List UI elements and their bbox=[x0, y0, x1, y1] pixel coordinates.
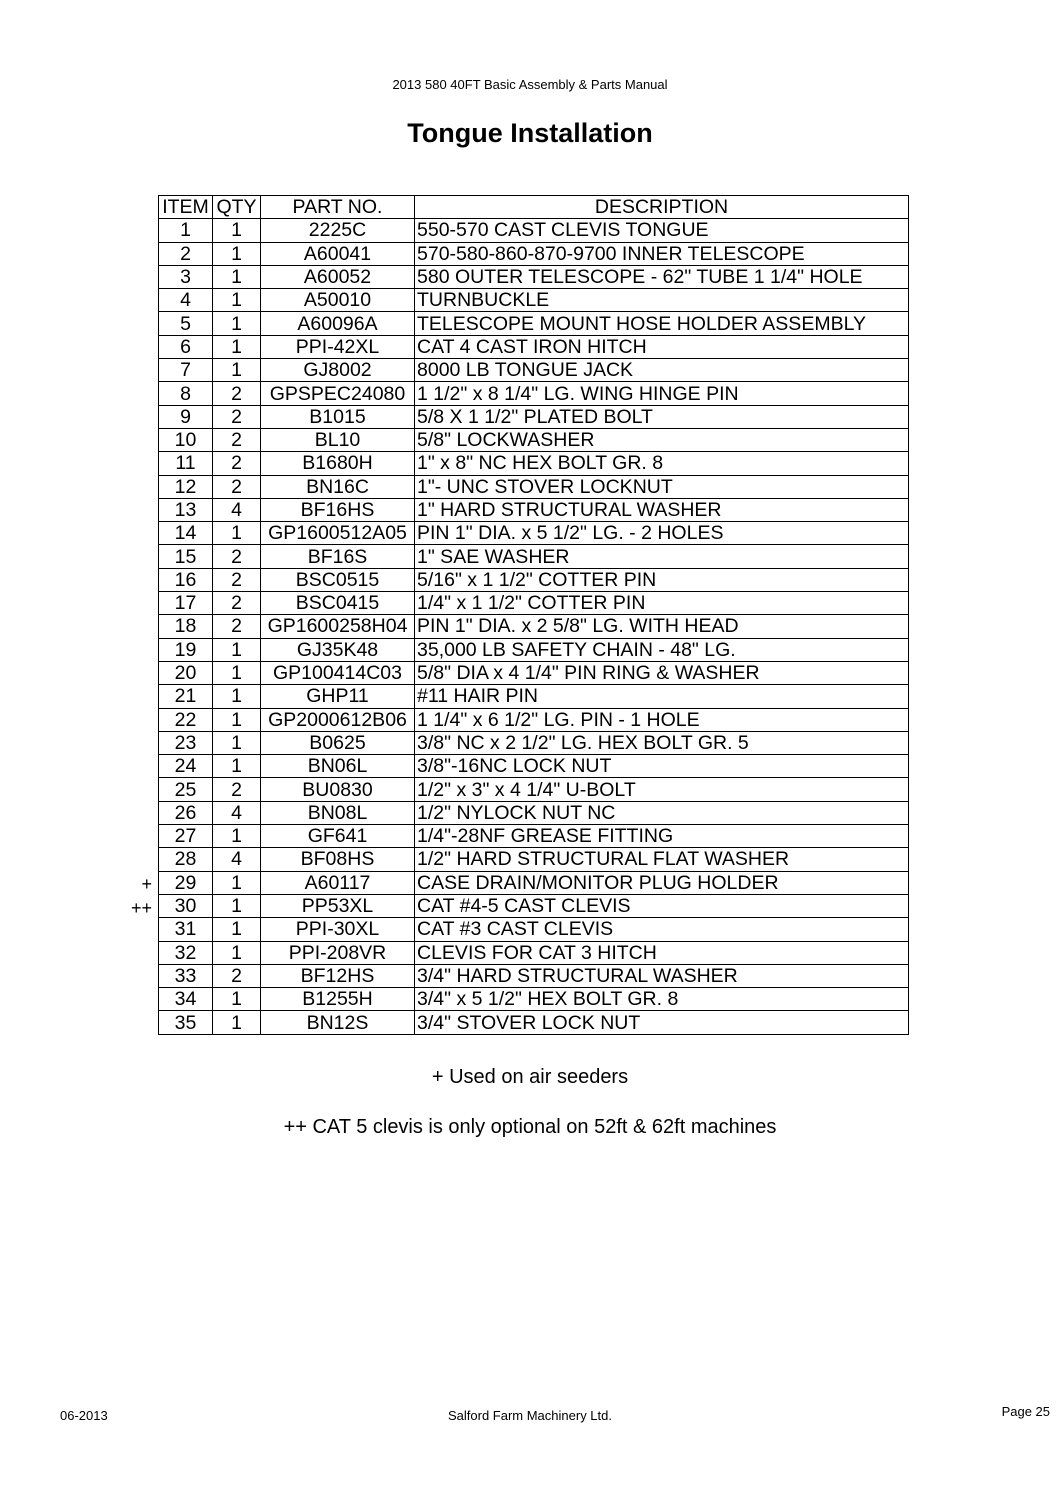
table-row bbox=[159, 918, 909, 941]
item-cell: 30 bbox=[159, 894, 213, 917]
table-row bbox=[159, 661, 909, 684]
part-no-cell: A60041 bbox=[261, 242, 415, 265]
part-no-cell: GP1600512A05 bbox=[261, 522, 415, 545]
item-cell: 25 bbox=[159, 778, 213, 801]
description-cell: 5/8" DIA x 4 1/4" PIN RING & WASHER bbox=[415, 661, 909, 684]
table-row bbox=[159, 894, 909, 917]
qty-cell: 1 bbox=[213, 359, 261, 382]
table-row bbox=[159, 871, 909, 894]
part-no-cell: BN16C bbox=[261, 475, 415, 498]
table-row bbox=[159, 988, 909, 1011]
part-no-cell: B0625 bbox=[261, 731, 415, 754]
footnote-marker-plus: + bbox=[141, 874, 152, 894]
table-row bbox=[159, 825, 909, 848]
description-cell: 1"- UNC STOVER LOCKNUT bbox=[415, 475, 909, 498]
qty-cell: 1 bbox=[213, 265, 261, 288]
description-cell: PIN 1" DIA. x 2 5/8" LG. WITH HEAD bbox=[415, 615, 909, 638]
item-cell: 21 bbox=[159, 685, 213, 708]
table-row bbox=[159, 335, 909, 358]
item-cell: 17 bbox=[159, 592, 213, 615]
table-row bbox=[159, 405, 909, 428]
note-air-seeders: + Used on air seeders bbox=[431, 1066, 629, 1088]
qty-cell: 1 bbox=[213, 638, 261, 661]
part-no-cell: BSC0415 bbox=[261, 592, 415, 615]
qty-cell: 1 bbox=[213, 871, 261, 894]
item-cell: 34 bbox=[159, 988, 213, 1011]
part-no-cell: GP100414C03 bbox=[261, 661, 415, 684]
description-cell: 5/8" LOCKWASHER bbox=[415, 428, 909, 451]
description-cell: 3/4" HARD STRUCTURAL WASHER bbox=[415, 964, 909, 987]
item-cell: 11 bbox=[159, 452, 213, 475]
qty-cell: 1 bbox=[213, 242, 261, 265]
item-cell: 23 bbox=[159, 731, 213, 754]
description-cell: 1 1/4" x 6 1/2" LG. PIN - 1 HOLE bbox=[415, 708, 909, 731]
part-no-cell: GJ35K48 bbox=[261, 638, 415, 661]
item-cell: 8 bbox=[159, 382, 213, 405]
description-cell: CAT #3 CAST CLEVIS bbox=[415, 918, 909, 941]
part-no-cell: BF08HS bbox=[261, 848, 415, 871]
table-row bbox=[159, 242, 909, 265]
part-no-cell: BF16HS bbox=[261, 498, 415, 521]
qty-cell: 1 bbox=[213, 755, 261, 778]
item-cell: 35 bbox=[159, 1011, 213, 1034]
item-cell: 28 bbox=[159, 848, 213, 871]
part-no-cell: PPI-30XL bbox=[261, 918, 415, 941]
part-no-cell: BSC0515 bbox=[261, 568, 415, 591]
item-cell: 32 bbox=[159, 941, 213, 964]
parts-table-body bbox=[159, 219, 909, 1034]
page-number: Page 25 bbox=[1001, 1404, 1050, 1419]
table-row bbox=[159, 382, 909, 405]
part-no-cell: BF12HS bbox=[261, 964, 415, 987]
part-no-cell: GPSPEC24080 bbox=[261, 382, 415, 405]
part-no-cell: BN08L bbox=[261, 801, 415, 824]
item-cell: 33 bbox=[159, 964, 213, 987]
description-cell: 1" x 8" NC HEX BOLT GR. 8 bbox=[415, 452, 909, 475]
description-cell: 1" HARD STRUCTURAL WASHER bbox=[415, 498, 909, 521]
table-row bbox=[159, 265, 909, 288]
qty-cell: 1 bbox=[213, 312, 261, 335]
qty-cell: 1 bbox=[213, 941, 261, 964]
item-cell: 12 bbox=[159, 475, 213, 498]
item-cell: 9 bbox=[159, 405, 213, 428]
description-cell: 8000 LB TONGUE JACK bbox=[415, 359, 909, 382]
table-row bbox=[159, 964, 909, 987]
description-cell: 1/2" NYLOCK NUT NC bbox=[415, 801, 909, 824]
part-no-cell: BN06L bbox=[261, 755, 415, 778]
description-cell: 3/4" x 5 1/2" HEX BOLT GR. 8 bbox=[415, 988, 909, 1011]
description-cell: 3/8" NC x 2 1/2" LG. HEX BOLT GR. 5 bbox=[415, 731, 909, 754]
part-no-cell: GF641 bbox=[261, 825, 415, 848]
qty-cell: 1 bbox=[213, 894, 261, 917]
table-row bbox=[159, 778, 909, 801]
qty-cell: 2 bbox=[213, 778, 261, 801]
item-cell: 15 bbox=[159, 545, 213, 568]
qty-cell: 1 bbox=[213, 918, 261, 941]
table-row bbox=[159, 708, 909, 731]
item-cell: 27 bbox=[159, 825, 213, 848]
table-row bbox=[159, 289, 909, 312]
qty-cell: 2 bbox=[213, 428, 261, 451]
item-cell: 2 bbox=[159, 242, 213, 265]
table-header-row bbox=[159, 196, 909, 219]
item-cell: 20 bbox=[159, 661, 213, 684]
description-cell: 1/2" x 3" x 4 1/4" U-BOLT bbox=[415, 778, 909, 801]
part-no-cell: A50010 bbox=[261, 289, 415, 312]
table-row bbox=[159, 312, 909, 335]
qty-cell: 1 bbox=[213, 731, 261, 754]
description-cell: 5/8 X 1 1/2" PLATED BOLT bbox=[415, 405, 909, 428]
part-no-cell: B1680H bbox=[261, 452, 415, 475]
part-no-cell: BU0830 bbox=[261, 778, 415, 801]
description-cell: 570-580-860-870-9700 INNER TELESCOPE bbox=[415, 242, 909, 265]
item-cell: 13 bbox=[159, 498, 213, 521]
table-row bbox=[159, 848, 909, 871]
item-cell: 26 bbox=[159, 801, 213, 824]
qty-cell: 2 bbox=[213, 405, 261, 428]
description-cell: PIN 1" DIA. x 5 1/2" LG. - 2 HOLES bbox=[415, 522, 909, 545]
qty-cell: 2 bbox=[213, 475, 261, 498]
qty-cell: 1 bbox=[213, 708, 261, 731]
table-row bbox=[159, 685, 909, 708]
part-no-cell: PPI-42XL bbox=[261, 335, 415, 358]
qty-cell: 1 bbox=[213, 335, 261, 358]
table-row bbox=[159, 941, 909, 964]
table-row bbox=[159, 522, 909, 545]
col-header-item: ITEM bbox=[159, 196, 213, 219]
description-cell: TURNBUCKLE bbox=[415, 289, 909, 312]
table-row bbox=[159, 498, 909, 521]
item-cell: 24 bbox=[159, 755, 213, 778]
footnote-marker-double-plus: ++ bbox=[130, 898, 152, 918]
parts-table bbox=[158, 195, 909, 1035]
qty-cell: 2 bbox=[213, 568, 261, 591]
part-no-cell: A60096A bbox=[261, 312, 415, 335]
item-cell: 3 bbox=[159, 265, 213, 288]
table-row bbox=[159, 755, 909, 778]
footer-company: Salford Farm Machinery Ltd. bbox=[447, 1408, 612, 1423]
item-cell: 19 bbox=[159, 638, 213, 661]
qty-cell: 4 bbox=[213, 848, 261, 871]
description-cell: 1/4"-28NF GREASE FITTING bbox=[415, 825, 909, 848]
item-cell: 22 bbox=[159, 708, 213, 731]
description-cell: CAT 4 CAST IRON HITCH bbox=[415, 335, 909, 358]
part-no-cell: B1015 bbox=[261, 405, 415, 428]
table-row bbox=[159, 592, 909, 615]
part-no-cell: PP53XL bbox=[261, 894, 415, 917]
item-cell: 16 bbox=[159, 568, 213, 591]
part-no-cell: A60117 bbox=[261, 871, 415, 894]
description-cell: 1 1/2" x 8 1/4" LG. WING HINGE PIN bbox=[415, 382, 909, 405]
description-cell: #11 HAIR PIN bbox=[415, 685, 909, 708]
qty-cell: 1 bbox=[213, 1011, 261, 1034]
part-no-cell: A60052 bbox=[261, 265, 415, 288]
item-cell: 6 bbox=[159, 335, 213, 358]
qty-cell: 1 bbox=[213, 661, 261, 684]
item-cell: 14 bbox=[159, 522, 213, 545]
table-row bbox=[159, 475, 909, 498]
part-no-cell: 2225C bbox=[261, 219, 415, 242]
note-cat5-clevis: ++ CAT 5 clevis is only optional on 52ft & 62ft machines bbox=[283, 1116, 777, 1138]
item-cell: 1 bbox=[159, 219, 213, 242]
item-cell: 5 bbox=[159, 312, 213, 335]
qty-cell: 2 bbox=[213, 964, 261, 987]
description-cell: CLEVIS FOR CAT 3 HITCH bbox=[415, 941, 909, 964]
qty-cell: 1 bbox=[213, 522, 261, 545]
table-row bbox=[159, 545, 909, 568]
table-row bbox=[159, 452, 909, 475]
footer-date: 06-2013 bbox=[60, 1408, 108, 1423]
table-row bbox=[159, 638, 909, 661]
description-cell: 580 OUTER TELESCOPE - 62" TUBE 1 1/4" HOLE bbox=[415, 265, 909, 288]
table-row bbox=[159, 731, 909, 754]
description-cell: 1/4" x 1 1/2" COTTER PIN bbox=[415, 592, 909, 615]
table-row bbox=[159, 428, 909, 451]
description-cell: 3/4" STOVER LOCK NUT bbox=[415, 1011, 909, 1034]
part-no-cell: GP2000612B06 bbox=[261, 708, 415, 731]
item-cell: 29 bbox=[159, 871, 213, 894]
description-cell: 35,000 LB SAFETY CHAIN - 48" LG. bbox=[415, 638, 909, 661]
part-no-cell: PPI-208VR bbox=[261, 941, 415, 964]
description-cell: 1" SAE WASHER bbox=[415, 545, 909, 568]
part-no-cell: GHP11 bbox=[261, 685, 415, 708]
item-cell: 31 bbox=[159, 918, 213, 941]
part-no-cell: B1255H bbox=[261, 988, 415, 1011]
table-row bbox=[159, 1011, 909, 1034]
col-header-part-no: PART NO. bbox=[261, 196, 415, 219]
description-cell: TELESCOPE MOUNT HOSE HOLDER ASSEMBLY bbox=[415, 312, 909, 335]
part-no-cell: BN12S bbox=[261, 1011, 415, 1034]
col-header-description: DESCRIPTION bbox=[415, 196, 909, 219]
table-row bbox=[159, 359, 909, 382]
table-row bbox=[159, 568, 909, 591]
item-cell: 7 bbox=[159, 359, 213, 382]
qty-cell: 1 bbox=[213, 289, 261, 312]
qty-cell: 2 bbox=[213, 615, 261, 638]
description-cell: CASE DRAIN/MONITOR PLUG HOLDER bbox=[415, 871, 909, 894]
table-row bbox=[159, 615, 909, 638]
table-row bbox=[159, 219, 909, 242]
qty-cell: 4 bbox=[213, 498, 261, 521]
qty-cell: 1 bbox=[213, 685, 261, 708]
qty-cell: 2 bbox=[213, 382, 261, 405]
qty-cell: 2 bbox=[213, 592, 261, 615]
item-cell: 18 bbox=[159, 615, 213, 638]
qty-cell: 1 bbox=[213, 825, 261, 848]
description-cell: 550-570 CAST CLEVIS TONGUE bbox=[415, 219, 909, 242]
manual-header: 2013 580 40FT Basic Assembly & Parts Manual bbox=[392, 77, 668, 92]
item-cell: 10 bbox=[159, 428, 213, 451]
qty-cell: 1 bbox=[213, 988, 261, 1011]
item-cell: 4 bbox=[159, 289, 213, 312]
description-cell: CAT #4-5 CAST CLEVIS bbox=[415, 894, 909, 917]
description-cell: 1/2" HARD STRUCTURAL FLAT WASHER bbox=[415, 848, 909, 871]
page-title: Tongue Installation bbox=[407, 118, 653, 148]
qty-cell: 4 bbox=[213, 801, 261, 824]
description-cell: 3/8"-16NC LOCK NUT bbox=[415, 755, 909, 778]
col-header-qty: QTY bbox=[213, 196, 261, 219]
part-no-cell: BF16S bbox=[261, 545, 415, 568]
part-no-cell: GP1600258H04 bbox=[261, 615, 415, 638]
qty-cell: 1 bbox=[213, 219, 261, 242]
description-cell: 5/16" x 1 1/2" COTTER PIN bbox=[415, 568, 909, 591]
qty-cell: 2 bbox=[213, 545, 261, 568]
part-no-cell: BL10 bbox=[261, 428, 415, 451]
qty-cell: 2 bbox=[213, 452, 261, 475]
table-row bbox=[159, 801, 909, 824]
part-no-cell: GJ8002 bbox=[261, 359, 415, 382]
